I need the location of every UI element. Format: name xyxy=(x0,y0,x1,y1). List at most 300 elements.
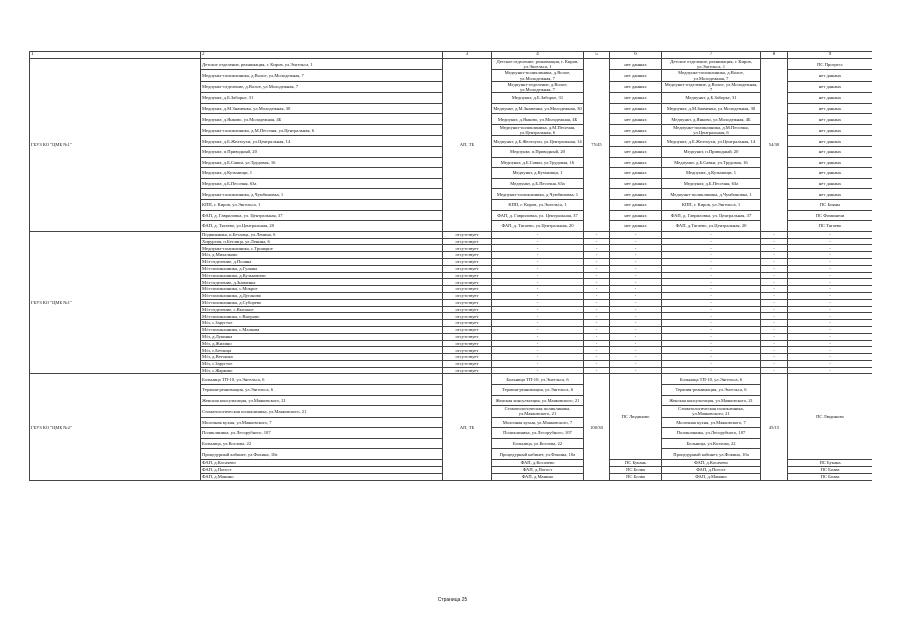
table-row xyxy=(30,231,873,238)
status-cell: нет данных xyxy=(610,168,662,179)
capacity-cell: 75/45 xyxy=(584,59,610,232)
dash-cell: - xyxy=(761,320,788,327)
dash-cell: - xyxy=(662,258,761,265)
object-cell: Медпункт, д.Б.Желтоухи, ул.Центральная, 14 xyxy=(662,136,761,147)
dash-cell: - xyxy=(662,286,761,293)
dash-cell: - xyxy=(492,286,584,293)
object-cell: ФАП, д.Косачево xyxy=(492,460,584,467)
dash-cell: - xyxy=(610,238,662,245)
dash-cell: - xyxy=(584,279,610,286)
dash-cell: - xyxy=(584,367,610,374)
object-cell: Медпункт, д.Б.Желтоухи, ул.Центральная, 14 xyxy=(492,136,584,147)
facility-cell: Медпункт-поликлиника, с.Троицкое xyxy=(201,245,443,252)
status-cell: отсутствует xyxy=(443,354,492,361)
dash-cell: - xyxy=(492,299,584,306)
facility-cell: М/п, д.Жилино xyxy=(201,340,443,347)
status-cell: нет данных xyxy=(610,210,662,221)
status-cell: отсутствует xyxy=(443,286,492,293)
substation-cell: ПС Людиново xyxy=(610,374,662,460)
object-cell: ФАП, д. Гавриловка, ул. Центральная, 37 xyxy=(492,210,584,221)
status-cell: отсутствует xyxy=(443,238,492,245)
status-cell: отсутствует xyxy=(443,252,492,259)
facility-cell: Медпункт, д.Б.Савки, ул.Трудовая, 16 xyxy=(201,157,443,168)
object-cell: ФАП, д.Погост xyxy=(662,467,761,474)
dash-cell: - xyxy=(610,299,662,306)
facility-cell: Женская консультация, ул.Маяковского, 21 xyxy=(201,395,443,406)
substation-cell: ПС Букань xyxy=(788,460,873,467)
dash-cell: - xyxy=(492,347,584,354)
dash-cell: - xyxy=(788,292,873,299)
dash-cell: - xyxy=(492,231,584,238)
capacity-cell: 54/30 xyxy=(761,59,788,232)
header-row xyxy=(30,52,873,59)
header-cell: 6 xyxy=(610,52,662,59)
dash-cell: - xyxy=(788,340,873,347)
facility-cell: Медпункт-отделение, д.Волое, ул.Молодежная, 7 xyxy=(201,81,443,92)
dash-cell: - xyxy=(761,231,788,238)
object-cell: КПП, г. Киров, ул.Энгельса, 1 xyxy=(662,199,761,210)
dash-cell: - xyxy=(761,286,788,293)
facility-cell: ФАП, д.Манино xyxy=(201,474,443,481)
substation-cell: ПС Болва xyxy=(788,474,873,481)
facility-cell: Терапия-реанимация, ул.Энгельса, 6 xyxy=(201,385,443,396)
dash-cell: - xyxy=(584,252,610,259)
dash-cell: - xyxy=(610,347,662,354)
object-cell: ФАП, д.Тягаево, ул.Центральная, 20 xyxy=(662,221,761,232)
dash-cell: - xyxy=(492,279,584,286)
report-table xyxy=(29,51,872,481)
dash-cell: - xyxy=(761,306,788,313)
dash-cell: - xyxy=(610,258,662,265)
status-cell: отсутствует xyxy=(443,360,492,367)
substation-cell: нет данных xyxy=(788,125,873,136)
facility-cell: Медпункт, д.Кузьмищи, 1 xyxy=(201,168,443,179)
facility-cell: М/п-поликлиника, с.Выгрово xyxy=(201,313,443,320)
dash-cell: - xyxy=(610,286,662,293)
dash-cell: - xyxy=(584,231,610,238)
facility-cell: Медпункт, д.Б.Заборье, 31 xyxy=(201,93,443,104)
facility-cell: ФАП, д. Гавриловка, ул. Центральная, 37 xyxy=(201,210,443,221)
dash-cell: - xyxy=(610,265,662,272)
object-cell: Медпункт, д.Б.Заборье, 31 xyxy=(492,93,584,104)
substation-cell: ПС Бояны xyxy=(788,199,873,210)
facility-cell: Медпункт, д.Янково, ул.Молодежная, 4Б xyxy=(201,114,443,125)
dash-cell: - xyxy=(761,252,788,259)
status-cell: отсутствует xyxy=(443,279,492,286)
facility-cell: Медпункт-поликлиника, д.М.Песочня, ул.Центральная, 6 xyxy=(201,125,443,136)
status-cell: нет данных xyxy=(610,136,662,147)
object-cell: ФАП, д. Тягаево, ул.Центральная, 20 xyxy=(492,221,584,232)
dash-cell: - xyxy=(492,326,584,333)
dash-cell: - xyxy=(610,306,662,313)
facility-cell: Медпункт, д.Б.Желтоухи, ул.Центральная, 14 xyxy=(201,136,443,147)
substation-cell: нет данных xyxy=(788,136,873,147)
object-cell: Больница, ул.Козлова, 22 xyxy=(492,438,584,449)
facility-cell: М/п, с.Заругтое xyxy=(201,360,443,367)
status-cell: отсутствует xyxy=(443,320,492,327)
status-cell: нет данных xyxy=(610,157,662,168)
object-cell: Медпункт-поликлиника, д.Чумбиновка, 1 xyxy=(662,189,761,200)
type-cell: АП, ТБ xyxy=(443,374,492,481)
dash-cell: - xyxy=(662,299,761,306)
dash-cell: - xyxy=(584,313,610,320)
facility-cell: Больница, ул.Козлова, 22 xyxy=(201,438,443,449)
object-cell: Стоматологическая поликлиника, ул.Маяковского, 21 xyxy=(492,406,584,417)
dash-cell: - xyxy=(610,245,662,252)
dash-cell: - xyxy=(492,333,584,340)
dash-cell: - xyxy=(761,258,788,265)
dash-cell: - xyxy=(662,340,761,347)
report-table-sheet xyxy=(29,51,872,574)
facility-cell: Молочная кухня, ул.Маяковского, 7 xyxy=(201,417,443,428)
dash-cell: - xyxy=(662,320,761,327)
dash-cell: - xyxy=(788,299,873,306)
table-row xyxy=(30,374,873,385)
dash-cell: - xyxy=(761,245,788,252)
status-cell: нет данных xyxy=(610,199,662,210)
dash-cell: - xyxy=(788,367,873,374)
facility-cell: М/п-поликлиника, д.Кульковичи xyxy=(201,272,443,279)
facility-cell: М/п-поликлиника, с.Малкова xyxy=(201,326,443,333)
facility-cell: Больница ТП-10, ул.Энгельса, 6 xyxy=(201,374,443,385)
dash-cell: - xyxy=(662,238,761,245)
facility-cell: М/п, с.Заругтое xyxy=(201,320,443,327)
dash-cell: - xyxy=(584,258,610,265)
status-cell: нет данных xyxy=(610,147,662,158)
dash-cell: - xyxy=(584,272,610,279)
dash-cell: - xyxy=(610,252,662,259)
status-cell: отсутствует xyxy=(443,340,492,347)
substation-cell: нет данных xyxy=(788,93,873,104)
dash-cell: - xyxy=(584,360,610,367)
dash-cell: - xyxy=(761,272,788,279)
dash-cell: - xyxy=(584,265,610,272)
object-cell: Больница, ул.Козлова, 22 xyxy=(662,438,761,449)
object-cell: Медпункт-поликлиника, д.Волое, ул.Молодежная, 7 xyxy=(662,70,761,81)
dash-cell: - xyxy=(492,313,584,320)
facility-cell: ФАП, д. Тягаево, ул.Центральная, 20 xyxy=(201,221,443,232)
substation-cell: ПС Болва xyxy=(788,467,873,474)
dash-cell: - xyxy=(492,272,584,279)
object-cell: КПП, г. Киров, ул.Энгельса, 1 xyxy=(492,199,584,210)
facility-cell: Хирургия, п.Бетлица, ул.Ленина, 6 xyxy=(201,238,443,245)
dash-cell: - xyxy=(761,367,788,374)
object-cell: ФАП, д.Манино xyxy=(662,474,761,481)
object-cell: Терапия-реанимация, ул.Энгельса, 6 xyxy=(662,385,761,396)
institution-cell: ГБУЗ КО "ЦМБ №1" xyxy=(30,231,201,374)
dash-cell: - xyxy=(788,279,873,286)
dash-cell: - xyxy=(662,360,761,367)
dash-cell: - xyxy=(788,286,873,293)
institution-cell: ГБУЗ КО "ЦМБ №2" xyxy=(30,374,201,481)
object-cell: Медпункт-поликлиника, д.М.Песочня, ул.Центральная, 6 xyxy=(492,125,584,136)
dash-cell: - xyxy=(584,299,610,306)
substation-cell: ПС Болва xyxy=(610,474,662,481)
facility-cell: Процедурный кабинет, ул.Фокина, 10а xyxy=(201,449,443,460)
object-cell: Медпункт, д.Кузьмищи, 1 xyxy=(492,168,584,179)
object-cell: Терапия-реанимация, ул.Энгельса, 6 xyxy=(492,385,584,396)
dash-cell: - xyxy=(492,245,584,252)
facility-cell: М/п-поликлиника, д.Дуганово xyxy=(201,292,443,299)
object-cell: Медпункт, д.Б.Песочня, 63а xyxy=(662,178,761,189)
dash-cell: - xyxy=(662,231,761,238)
dash-cell: - xyxy=(492,258,584,265)
status-cell: отсутствует xyxy=(443,333,492,340)
header-cell: 4 xyxy=(492,52,584,59)
object-cell: Женская консультация, ул.Маяковского, 21 xyxy=(662,395,761,406)
dash-cell: - xyxy=(788,347,873,354)
object-cell: Медпункт, д.Янково, ул.Молодежная, 4Б xyxy=(662,114,761,125)
object-cell: Молочная кухня, ул.Маяковского, 7 xyxy=(492,417,584,428)
status-cell: отсутствует xyxy=(443,367,492,374)
dash-cell: - xyxy=(584,354,610,361)
substation-cell: ПС Прогресс xyxy=(788,59,873,70)
object-cell: Медпункт, п.Приводный, 20 xyxy=(662,147,761,158)
status-cell: отсутствует xyxy=(443,306,492,313)
object-cell: Медпункт, д.Янково, ул.Молодежная, 4Б xyxy=(492,114,584,125)
type-cell: АП, ТБ xyxy=(443,59,492,232)
object-cell: Медпункт, д.Кузьмищи, 1 xyxy=(662,168,761,179)
dash-cell: - xyxy=(610,231,662,238)
dash-cell: - xyxy=(761,354,788,361)
object-cell: Поликлиника, ул.Лесорубного, 107 xyxy=(492,428,584,439)
substation-cell: нет данных xyxy=(788,168,873,179)
header-cell: 7 xyxy=(662,52,761,59)
facility-cell: М/п, с.Бетлица xyxy=(201,347,443,354)
substation-cell: нет данных xyxy=(788,147,873,158)
object-cell: Медпункт-поликлиника, д.Чумбиновка, 1 xyxy=(492,189,584,200)
dash-cell: - xyxy=(584,326,610,333)
dash-cell: - xyxy=(761,347,788,354)
dash-cell: - xyxy=(584,286,610,293)
dash-cell: - xyxy=(492,252,584,259)
dash-cell: - xyxy=(492,340,584,347)
dash-cell: - xyxy=(662,354,761,361)
facility-cell: Поликлиника, ул.Лесорубного, 107 xyxy=(201,428,443,439)
substation-cell: нет данных xyxy=(788,157,873,168)
facility-cell: М/п-поликлиника, д.Суборево xyxy=(201,299,443,306)
header-cell: 3 xyxy=(443,52,492,59)
object-cell: Поликлиника, ул.Лесорубного, 107 xyxy=(662,428,761,439)
facility-cell: Медпункт, д.М.Знаменка, ул.Молодежная, 30 xyxy=(201,103,443,114)
facility-cell: М/п-поликлиника, д.Гуляны xyxy=(201,265,443,272)
object-cell: Медпункт-отделение, д.Волое, ул.Молодежная, 7 xyxy=(662,81,761,92)
dash-cell: - xyxy=(610,360,662,367)
status-cell: нет данных xyxy=(610,189,662,200)
facility-cell: М/п-поликлиника, с.Мокрое xyxy=(201,286,443,293)
substation-cell: нет данных xyxy=(788,178,873,189)
dash-cell: - xyxy=(761,313,788,320)
table-row xyxy=(30,59,873,70)
dash-cell: - xyxy=(610,367,662,374)
dash-cell: - xyxy=(492,265,584,272)
dash-cell: - xyxy=(492,306,584,313)
dash-cell: - xyxy=(788,272,873,279)
dash-cell: - xyxy=(788,231,873,238)
dash-cell: - xyxy=(584,238,610,245)
dash-cell: - xyxy=(584,245,610,252)
object-cell: Медпункт, д.Б.Заборье, 31 xyxy=(662,93,761,104)
dash-cell: - xyxy=(761,279,788,286)
dash-cell: - xyxy=(761,326,788,333)
dash-cell: - xyxy=(662,306,761,313)
status-cell: нет данных xyxy=(610,221,662,232)
dash-cell: - xyxy=(492,367,584,374)
dash-cell: - xyxy=(492,238,584,245)
dash-cell: - xyxy=(662,265,761,272)
dash-cell: - xyxy=(610,320,662,327)
facility-cell: Детское отделение, реанимация, г. Киров, ул.Энгельса, 1 xyxy=(201,59,443,70)
dash-cell: - xyxy=(610,272,662,279)
dash-cell: - xyxy=(610,340,662,347)
dash-cell: - xyxy=(788,258,873,265)
status-cell: нет данных xyxy=(610,125,662,136)
facility-cell: Медпункт, д.Б.Песочня, 63а xyxy=(201,178,443,189)
header-cell: 9 xyxy=(788,52,873,59)
object-cell: Медпункт-отделение, д.Волое, ул.Молодежная, 7 xyxy=(492,81,584,92)
status-cell: нет данных xyxy=(610,178,662,189)
object-cell: ФАП, д.Погост xyxy=(492,467,584,474)
facility-cell: Медпункт, п.Приводный, 20 xyxy=(201,147,443,158)
dash-cell: - xyxy=(761,292,788,299)
substation-cell: нет данных xyxy=(788,114,873,125)
dash-cell: - xyxy=(610,333,662,340)
dash-cell: - xyxy=(662,252,761,259)
substation-cell: нет данных xyxy=(788,81,873,92)
capacity-cell: 45/15 xyxy=(761,374,788,481)
dash-cell: - xyxy=(610,354,662,361)
substation-cell: ПС Фоминичи xyxy=(788,210,873,221)
object-cell: Женская консультация, ул.Маяковского, 21 xyxy=(492,395,584,406)
object-cell: Медпункт, д.Б.Савки, ул.Трудовая, 16 xyxy=(492,157,584,168)
object-cell: ФАП, д.Манино xyxy=(492,474,584,481)
object-cell: Медпункт, д.Б.Песочня, 63а xyxy=(492,178,584,189)
object-cell: Детское отделение, реанимация, г. Киров, ул.Энгельса, 1 xyxy=(662,59,761,70)
dash-cell: - xyxy=(788,306,873,313)
dash-cell: - xyxy=(788,265,873,272)
facility-cell: Подвижника, п.Бетлица, ул.Ленина, 6 xyxy=(201,231,443,238)
substation-cell: ПС Букань xyxy=(610,460,662,467)
dash-cell: - xyxy=(584,333,610,340)
dash-cell: - xyxy=(761,333,788,340)
object-cell: Процедурный кабинет, ул.Фокина, 10а xyxy=(662,449,761,460)
dash-cell: - xyxy=(788,245,873,252)
facility-cell: ФАП, д.Погост xyxy=(201,467,443,474)
dash-cell: - xyxy=(610,279,662,286)
object-cell: ФАП, д. Гавриловка, ул. Центральная, 37 xyxy=(662,210,761,221)
dash-cell: - xyxy=(761,265,788,272)
dash-cell: - xyxy=(492,360,584,367)
dash-cell: - xyxy=(788,360,873,367)
status-cell: отсутствует xyxy=(443,265,492,272)
dash-cell: - xyxy=(662,313,761,320)
object-cell: Медпункт, п.Приводный, 20 xyxy=(492,147,584,158)
dash-cell: - xyxy=(788,320,873,327)
status-cell: отсутствует xyxy=(443,272,492,279)
header-cell: 1 xyxy=(30,52,201,59)
substation-cell: нет данных xyxy=(788,70,873,81)
facility-cell: Медпункт-поликлиника, д.Чумбиновка, 1 xyxy=(201,189,443,200)
facility-cell: М/п, с.Жарково xyxy=(201,367,443,374)
facility-cell: М/п, д.Михалково xyxy=(201,252,443,259)
dash-cell: - xyxy=(788,238,873,245)
dash-cell: - xyxy=(761,238,788,245)
status-cell: нет данных xyxy=(610,70,662,81)
dash-cell: - xyxy=(788,252,873,259)
dash-cell: - xyxy=(662,333,761,340)
status-cell: нет данных xyxy=(610,59,662,70)
facility-cell: Стоматологическая поликлиника, ул.Маяковского, 21 xyxy=(201,406,443,417)
substation-cell: ПС Болва xyxy=(610,467,662,474)
substation-cell: ПС Людиново xyxy=(788,374,873,460)
institution-cell: ГБУЗ КО "ЦМБ №1" xyxy=(30,59,201,232)
object-cell: Медпункт, д.М.Знаменка, ул.Молодежная, 30 xyxy=(662,103,761,114)
dash-cell: - xyxy=(584,347,610,354)
header-cell: 8 xyxy=(761,52,788,59)
object-cell: Стоматологическая поликлиника, ул.Маяковского, 21 xyxy=(662,406,761,417)
status-cell: нет данных xyxy=(610,103,662,114)
status-cell: нет данных xyxy=(610,114,662,125)
dash-cell: - xyxy=(584,320,610,327)
facility-cell: М/п, д.Ветошка xyxy=(201,354,443,361)
facility-cell: КПП, г. Киров, ул.Энгельса, 1 xyxy=(201,199,443,210)
status-cell: отсутствует xyxy=(443,299,492,306)
dash-cell: - xyxy=(610,313,662,320)
object-cell: Медпункт-поликлиника, д.Волое, ул.Молодежная, 7 xyxy=(492,70,584,81)
dash-cell: - xyxy=(662,245,761,252)
object-cell: Медпункт-поликлиника, д.М.Песочня, ул.Центральная, 6 xyxy=(662,125,761,136)
dash-cell: - xyxy=(788,313,873,320)
status-cell: отсутствует xyxy=(443,326,492,333)
status-cell: отсутствует xyxy=(443,347,492,354)
substation-cell: ПС Тягаево xyxy=(788,221,873,232)
dash-cell: - xyxy=(788,354,873,361)
object-cell: Молочная кухня, ул.Маяковского, 7 xyxy=(662,417,761,428)
facility-cell: ФАП, д.Косачево xyxy=(201,460,443,467)
facility-cell: М/п-отделение, д.Поляна xyxy=(201,258,443,265)
dash-cell: - xyxy=(610,326,662,333)
status-cell: отсутствует xyxy=(443,313,492,320)
status-cell: отсутствует xyxy=(443,292,492,299)
dash-cell: - xyxy=(662,279,761,286)
dash-cell: - xyxy=(761,340,788,347)
facility-cell: М/п, д.Лукинка xyxy=(201,333,443,340)
dash-cell: - xyxy=(788,333,873,340)
object-cell: Процедурный кабинет, ул.Фокина, 10а xyxy=(492,449,584,460)
header-cell: 5 xyxy=(584,52,610,59)
dash-cell: - xyxy=(492,354,584,361)
dash-cell: - xyxy=(584,292,610,299)
page-footer: Страница 25 xyxy=(437,597,468,603)
dash-cell: - xyxy=(662,272,761,279)
status-cell: отсутствует xyxy=(443,258,492,265)
object-cell: Больница ТП-10, ул.Энгельса, 6 xyxy=(662,374,761,385)
dash-cell: - xyxy=(584,340,610,347)
header-cell: 2 xyxy=(201,52,443,59)
dash-cell: - xyxy=(662,367,761,374)
object-cell: Медпункт, д.Б.Савки, ул.Трудовая, 16 xyxy=(662,157,761,168)
facility-cell: М/п-отделение, с.Высокое xyxy=(201,306,443,313)
dash-cell: - xyxy=(662,326,761,333)
capacity-cell: 100/30 xyxy=(584,374,610,481)
facility-cell: Медпункт-поликлиника, д.Волое, ул.Молодежная, 7 xyxy=(201,70,443,81)
object-cell: Больница ТП-10, ул.Энгельса, 6 xyxy=(492,374,584,385)
status-cell: нет данных xyxy=(610,81,662,92)
dash-cell: - xyxy=(662,292,761,299)
status-cell: отсутствует xyxy=(443,245,492,252)
dash-cell: - xyxy=(584,306,610,313)
status-cell: отсутствует xyxy=(443,231,492,238)
